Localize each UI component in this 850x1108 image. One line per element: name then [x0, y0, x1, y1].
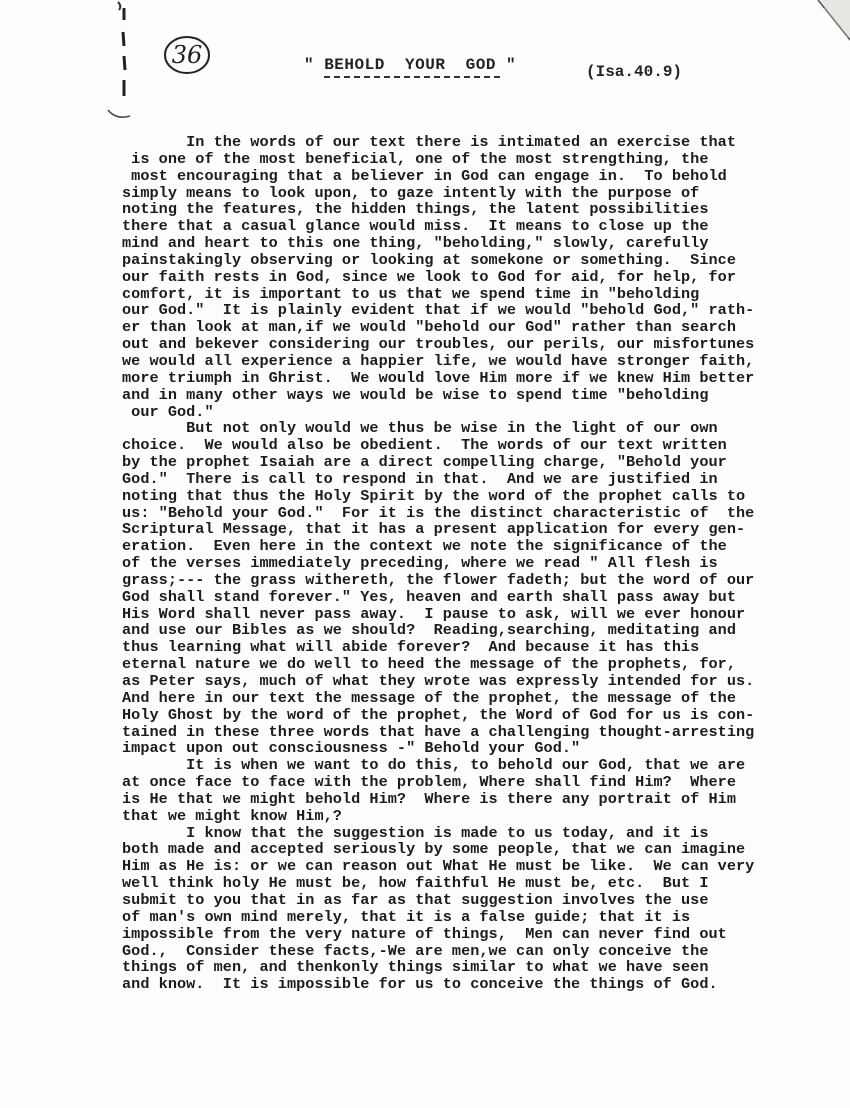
text-line: both made and accepted seriously by some people, that we can imagine: [122, 840, 746, 859]
text-line: of man's own mind merely, that it is a false guide; that it is: [122, 907, 691, 926]
page-title: " BEHOLD YOUR GOD ": [304, 56, 517, 74]
text-line: we would all experience a happier life, we would have stronger faith,: [122, 351, 755, 370]
text-line: I know that the suggestion is made to us today, and it is: [122, 823, 709, 842]
text-line: God., Consider these facts,-We are men,we can only conceive the: [122, 941, 709, 960]
text-line: out and bekever considering our troubles, our perils, our misfortunes: [122, 335, 755, 354]
text-line: Holy Ghost by the word of the prophet, the Word of God for us is con-: [122, 705, 755, 724]
text-line: tained in these three words that have a challenging thought-arresting: [122, 722, 755, 741]
text-line: and use our Bibles as we should? Reading,searching, meditating and: [122, 621, 736, 640]
text-line: most encouraging that a believer in God can engage in. To behold: [122, 166, 727, 185]
text-line: painstakingly observing or looking at somekone or something. Since: [122, 250, 736, 269]
title-underline: [324, 76, 500, 78]
text-line: In the words of our text there is intimated an exercise that: [122, 133, 736, 151]
text-line: well think holy He must be, how faithful He must be, etc. But I: [122, 874, 709, 893]
text-line: eternal nature we do well to heed the message of the prophets, for,: [122, 655, 736, 674]
text-line: by the prophet Isaiah are a direct compelling charge, "Behold your: [122, 453, 727, 472]
text-line: impact upon out consciousness -" Behold your God.": [122, 739, 581, 758]
body-text: [122, 134, 834, 993]
text-line: at once face to face with the problem, Where shall find Him? Where: [122, 773, 736, 792]
text-line: our God.": [122, 402, 214, 421]
text-line: It is when we want to do this, to behold our God, that we are: [122, 756, 746, 775]
text-line: But not only would we thus be wise in the light of our own: [122, 419, 718, 438]
text-line: our faith rests in God, since we look to God for aid, for help, for: [122, 267, 736, 286]
text-line: our God." It is plainly evident that if we would "behold God," rath-: [122, 301, 755, 320]
text-line: and know. It is impossible for us to conceive the things of God.: [122, 975, 718, 994]
text-line: impossible from the very nature of things, Men can never find out: [122, 924, 727, 943]
text-line: us: "Behold your God." For it is the distinct characteristic of the: [122, 503, 755, 522]
scripture-reference: (Isa.40.9): [586, 63, 683, 81]
text-line: Scriptural Message, that it has a present application for every gen-: [122, 520, 746, 539]
text-line: His Word shall never pass away. I pause to ask, will we ever honour: [122, 604, 746, 623]
handwritten-page-number: [162, 34, 212, 76]
binder-hole-marks: [104, 0, 144, 130]
text-line: things of men, and thenkonly things similar to what we have seen: [122, 958, 709, 977]
text-line: comfort, it is important to us that we spend time in "beholding: [122, 284, 700, 303]
text-line: more triumph in Ghrist. We would love Him more if we knew Him better: [122, 368, 755, 387]
text-line: er than look at man,if we would "behold our God" rather than search: [122, 318, 736, 337]
text-line: there that a casual glance would miss. It means to close up the: [122, 217, 709, 236]
text-line: grass;--- the grass withereth, the flower fadeth; but the word of our: [122, 570, 755, 589]
text-line: noting that thus the Holy Spirit by the word of the prophet calls to: [122, 486, 746, 505]
text-line: eration. Even here in the context we note the significance of the: [122, 537, 727, 556]
folded-corner: [810, 0, 850, 60]
text-line: simply means to look upon, to gaze intently with the purpose of: [122, 183, 700, 202]
text-line: is one of the most beneficial, one of the most strengthing, the: [122, 149, 709, 168]
text-line: choice. We would also be obedient. The words of our text written: [122, 436, 727, 455]
text-line: as Peter says, much of what they wrote was expressly intended for us.: [122, 672, 755, 690]
text-line: And here in our text the message of the prophet, the message of the: [122, 688, 736, 707]
text-line: noting the features, the hidden things, the latent possibilities: [122, 200, 709, 219]
text-line: and in many other ways we would be wise to spend time "beholding: [122, 385, 709, 404]
text-line: Him as He is: or we can reason out What He must be like. We can very: [122, 857, 755, 876]
text-line: mind and heart to this one thing, "beholding," slowly, carefully: [122, 234, 709, 253]
text-line: thus learning what will abide forever? And because it has this: [122, 638, 700, 657]
text-line: God." There is call to respond in that. And we are justified in: [122, 469, 718, 488]
page-number-label: 36: [171, 41, 203, 69]
text-line: submit to you that in as far as that suggestion involves the use: [122, 890, 709, 909]
text-line: of the verses immediately preceding, where we read " All flesh is: [122, 554, 718, 573]
text-line: God shall stand forever." Yes, heaven and earth shall pass away but: [122, 587, 736, 606]
text-line: is He that we might behold Him? Where is there any portrait of Him: [122, 789, 736, 808]
text-line: that we might know Him,?: [122, 806, 342, 825]
